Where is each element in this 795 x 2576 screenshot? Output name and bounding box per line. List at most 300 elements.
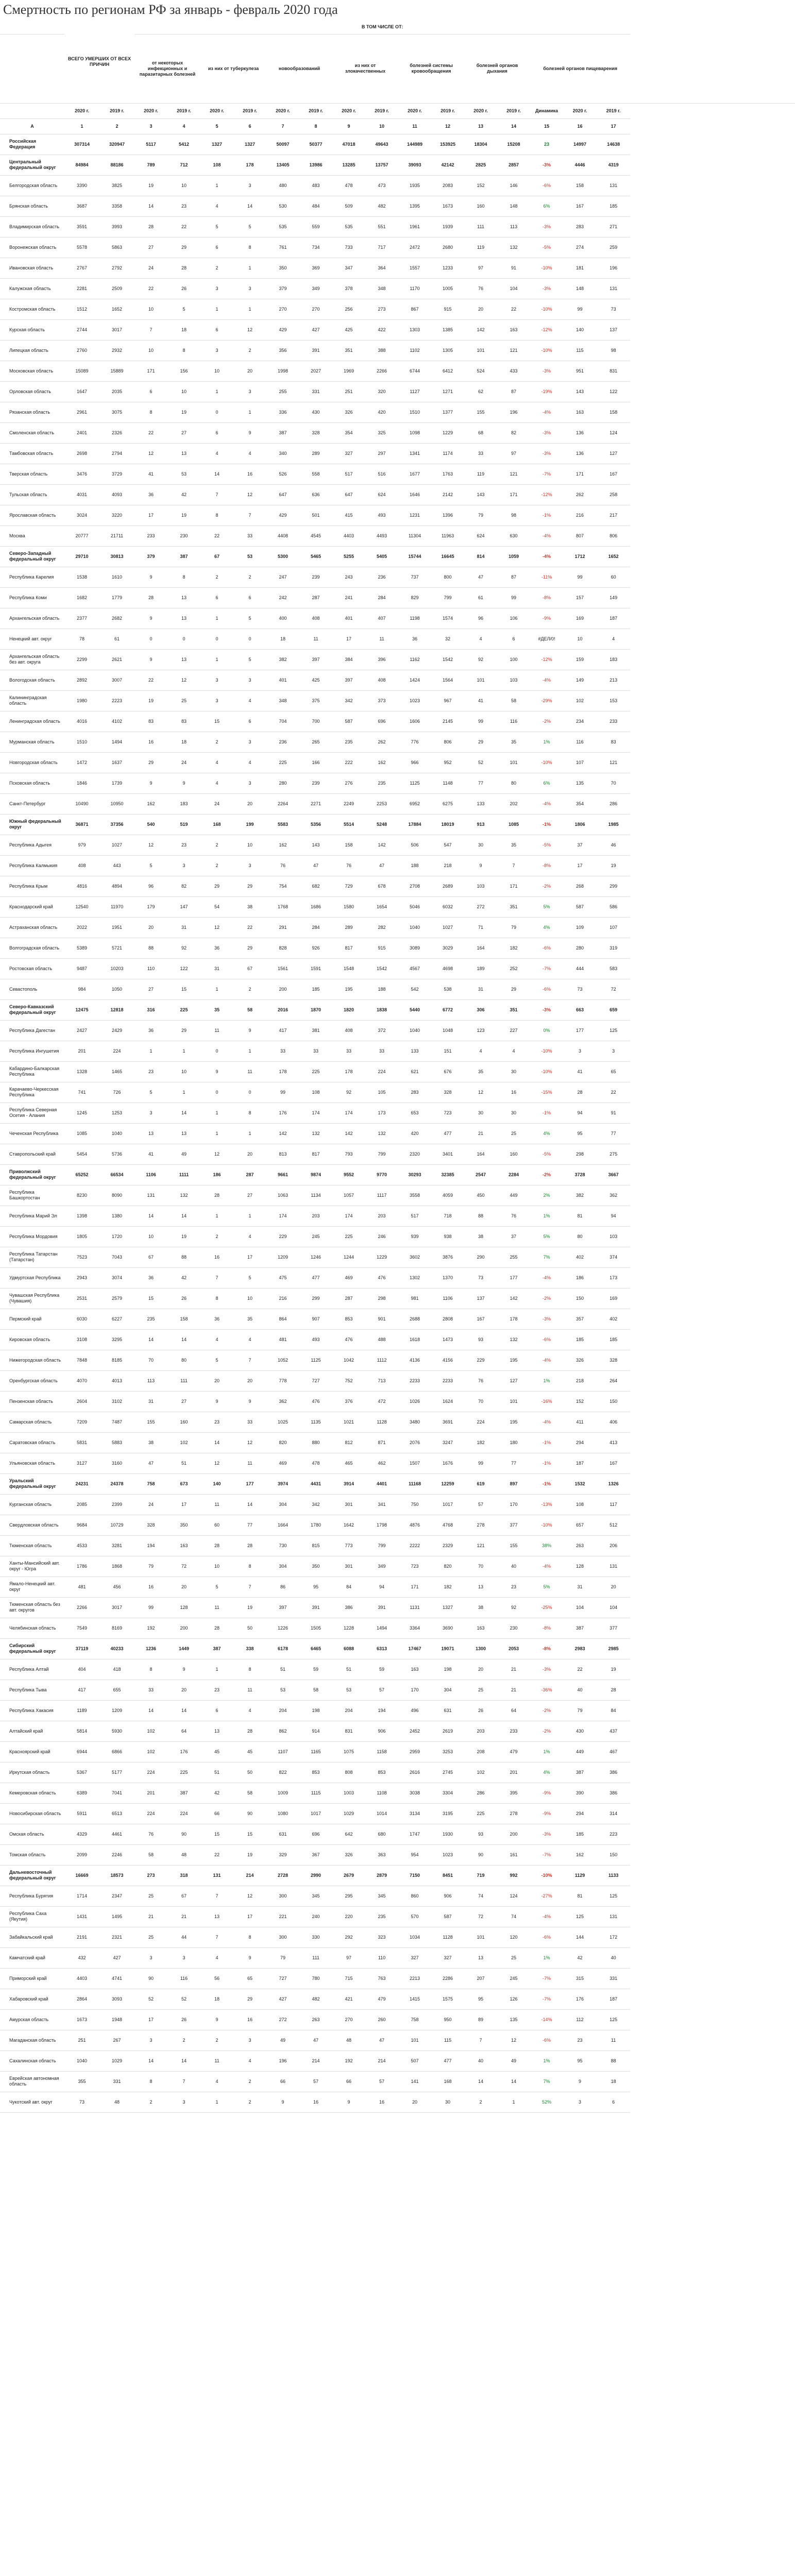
region-name: Воронежская область: [0, 237, 64, 258]
value-cell: 624: [365, 484, 398, 505]
value-cell: 475: [266, 1267, 299, 1288]
value-cell: 98: [497, 505, 530, 526]
value-cell: 42: [200, 1783, 233, 1803]
value-cell: 2281: [64, 278, 99, 299]
value-cell: 1244: [332, 1247, 365, 1267]
value-cell: 93: [464, 1824, 497, 1844]
value-cell: 41: [464, 690, 497, 711]
value-cell: 5117: [134, 134, 167, 155]
column-number: 12: [431, 118, 464, 134]
value-cell: 200: [497, 1824, 530, 1844]
table-row: [0, 1597, 795, 1618]
value-cell: 15089: [64, 361, 99, 381]
table-row: [0, 1041, 795, 1061]
value-cell: 72: [597, 979, 630, 999]
value-cell: 1870: [299, 999, 332, 1020]
value-cell: 94: [597, 1206, 630, 1226]
value-cell: 12475: [64, 999, 99, 1020]
years-header-blank: [0, 103, 64, 118]
table-row: [0, 1494, 795, 1515]
value-cell: 1424: [398, 670, 431, 690]
value-cell: 160: [497, 1144, 530, 1164]
value-cell: 7: [134, 319, 167, 340]
value-cell: 126: [497, 1989, 530, 2009]
value-cell: 88: [134, 938, 167, 958]
value-cell: 386: [597, 1783, 630, 1803]
value-cell: 3253: [431, 1741, 464, 1762]
table-row: [0, 319, 795, 340]
value-cell: 384: [332, 649, 365, 670]
dynamics-cell: -12%: [530, 649, 563, 670]
value-cell: 24: [134, 1494, 167, 1515]
value-cell: 476: [332, 1329, 365, 1350]
value-cell: 174: [332, 1103, 365, 1123]
value-cell: 76: [497, 1206, 530, 1226]
dynamics-cell: 1%: [530, 732, 563, 752]
value-cell: 14: [233, 1494, 266, 1515]
value-cell: 225: [167, 1762, 200, 1783]
value-cell: 16: [200, 1247, 233, 1267]
value-cell: 1021: [332, 1412, 365, 1432]
value-cell: 10950: [99, 793, 134, 814]
value-cell: 1: [200, 608, 233, 629]
value-cell: 239: [299, 773, 332, 793]
value-cell: 3024: [64, 505, 99, 526]
value-cell: 493: [299, 1329, 332, 1350]
value-cell: 174: [266, 1206, 299, 1226]
value-cell: 24: [200, 793, 233, 814]
value-cell: 31: [464, 979, 497, 999]
region-name: Республика Крым: [0, 876, 64, 896]
value-cell: 218: [563, 1370, 597, 1391]
value-cell: 758: [398, 2009, 431, 2030]
value-cell: 276: [332, 773, 365, 793]
value-cell: 776: [398, 732, 431, 752]
value-cell: 66: [332, 2071, 365, 2092]
value-cell: 177: [233, 1473, 266, 1494]
value-cell: 449: [497, 1185, 530, 1206]
value-cell: 2531: [64, 1288, 99, 1309]
value-cell: 9661: [266, 1164, 299, 1185]
value-cell: 12540: [64, 896, 99, 917]
dynamics-cell: 1%: [530, 1370, 563, 1391]
value-cell: 32385: [431, 1164, 464, 1185]
value-cell: 29: [233, 1989, 266, 2009]
value-cell: 158: [332, 835, 365, 855]
value-cell: 1085: [64, 1123, 99, 1144]
value-cell: 268: [563, 876, 597, 896]
value-cell: 345: [299, 1886, 332, 1906]
value-cell: 481: [64, 1577, 99, 1597]
value-cell: 11963: [431, 526, 464, 546]
value-cell: 2266: [365, 361, 398, 381]
value-cell: 14: [167, 1700, 200, 1721]
region-name: Белгородская область: [0, 175, 64, 196]
region-name: Калужская область: [0, 278, 64, 299]
group-header-neoplasms: новообразований: [266, 34, 332, 103]
value-cell: 76: [332, 855, 365, 876]
value-cell: 1085: [497, 814, 530, 835]
value-cell: 2399: [99, 1494, 134, 1515]
value-cell: 167: [597, 464, 630, 484]
value-cell: 19: [167, 402, 200, 422]
value-cell: 1009: [266, 1783, 299, 1803]
value-cell: 162: [134, 793, 167, 814]
value-cell: 80: [563, 1226, 597, 1247]
value-cell: 387: [167, 1783, 200, 1803]
value-cell: 65: [233, 1968, 266, 1989]
value-cell: 10: [167, 1061, 200, 1082]
value-cell: 19: [134, 690, 167, 711]
value-cell: 70: [597, 773, 630, 793]
dynamics-cell: -10%: [530, 1515, 563, 1535]
value-cell: 271: [597, 216, 630, 237]
value-cell: 9: [134, 608, 167, 629]
value-cell: 29: [167, 237, 200, 258]
value-cell: 3195: [431, 1803, 464, 1824]
region-name: Красноярский край: [0, 1741, 64, 1762]
value-cell: 4016: [64, 711, 99, 732]
value-cell: 98: [597, 340, 630, 361]
value-cell: 107: [563, 752, 597, 773]
value-cell: 287: [299, 587, 332, 608]
value-cell: 15208: [497, 134, 530, 155]
value-cell: 1969: [332, 361, 365, 381]
value-cell: 124: [497, 1886, 530, 1906]
value-cell: 174: [332, 1206, 365, 1226]
value-cell: 74: [464, 1886, 497, 1906]
value-cell: 2377: [64, 608, 99, 629]
value-cell: 70: [464, 1391, 497, 1412]
dynamics-cell: -15%: [530, 1082, 563, 1103]
value-cell: 2959: [398, 1741, 431, 1762]
value-cell: 1652: [99, 299, 134, 319]
value-cell: 186: [200, 1164, 233, 1185]
value-cell: 2728: [266, 1865, 299, 1886]
value-cell: 21: [134, 1906, 167, 1927]
region-name: Курганская область: [0, 1494, 64, 1515]
value-cell: 4894: [99, 876, 134, 896]
value-cell: 433: [497, 361, 530, 381]
year-header: 2019 г.: [597, 103, 630, 118]
value-cell: 80: [497, 773, 530, 793]
value-cell: 1014: [365, 1803, 398, 1824]
value-cell: 21711: [99, 526, 134, 546]
value-cell: 49643: [365, 134, 398, 155]
value-cell: 52: [464, 752, 497, 773]
value-cell: 449: [563, 1741, 597, 1762]
value-cell: 3089: [398, 938, 431, 958]
value-cell: 132: [365, 1123, 398, 1144]
table-row: [0, 608, 795, 629]
value-cell: 2621: [99, 649, 134, 670]
value-cell: 325: [365, 422, 398, 443]
value-cell: 4403: [332, 526, 365, 546]
value-cell: 1040: [99, 1123, 134, 1144]
value-cell: 3017: [99, 319, 134, 340]
value-cell: 25: [464, 1680, 497, 1700]
value-cell: 225: [464, 1803, 497, 1824]
value-cell: 496: [398, 1700, 431, 1721]
value-cell: 163: [398, 1659, 431, 1680]
value-cell: 1494: [365, 1618, 398, 1638]
column-number: 5: [200, 118, 233, 134]
value-cell: 363: [365, 1844, 398, 1865]
value-cell: 9: [200, 2009, 233, 2030]
value-cell: 354: [332, 422, 365, 443]
value-cell: 0: [134, 629, 167, 649]
value-cell: 4408: [266, 526, 299, 546]
value-cell: 342: [299, 1494, 332, 1515]
value-cell: 13: [167, 608, 200, 629]
value-cell: 115: [563, 340, 597, 361]
value-cell: 404: [64, 1659, 99, 1680]
value-cell: 3728: [563, 1164, 597, 1185]
region-name: Липецкая область: [0, 340, 64, 361]
value-cell: 5814: [64, 1721, 99, 1741]
value-cell: 5356: [299, 814, 332, 835]
value-cell: 46: [597, 835, 630, 855]
value-cell: 283: [398, 1082, 431, 1103]
value-cell: 2326: [99, 422, 134, 443]
value-cell: 36: [200, 938, 233, 958]
value-cell: 3247: [431, 1432, 464, 1453]
value-cell: 50377: [299, 134, 332, 155]
value-cell: 15: [233, 1824, 266, 1844]
value-cell: 214: [299, 2050, 332, 2071]
value-cell: 100: [497, 649, 530, 670]
value-cell: 979: [64, 835, 99, 855]
value-cell: 36871: [64, 814, 99, 835]
value-cell: 5405: [365, 546, 398, 567]
value-cell: 1673: [64, 2009, 99, 2030]
dynamics-cell: -19%: [530, 381, 563, 402]
value-cell: 1637: [99, 752, 134, 773]
dynamics-cell: -5%: [530, 1144, 563, 1164]
value-cell: 8: [233, 1556, 266, 1577]
value-cell: 163: [563, 402, 597, 422]
value-cell: 90: [167, 1824, 200, 1844]
region-name: Ставропольский край: [0, 1144, 64, 1164]
value-cell: 357: [563, 1309, 597, 1329]
value-cell: 111: [464, 216, 497, 237]
value-cell: 429: [266, 505, 299, 526]
value-cell: 23: [200, 1680, 233, 1700]
value-cell: 60: [597, 567, 630, 587]
region-name: Тверская область: [0, 464, 64, 484]
value-cell: 319: [597, 938, 630, 958]
value-cell: 155: [464, 402, 497, 422]
value-cell: 619: [464, 1473, 497, 1494]
dynamics-cell: -3%: [530, 1659, 563, 1680]
value-cell: 1023: [398, 690, 431, 711]
value-cell: 462: [365, 1453, 398, 1473]
value-cell: 418: [99, 1659, 134, 1680]
value-cell: 25: [134, 1886, 167, 1906]
value-cell: 535: [332, 216, 365, 237]
region-name: Удмуртская Республика: [0, 1267, 64, 1288]
value-cell: 501: [299, 505, 332, 526]
table-row: [0, 1103, 795, 1123]
value-cell: 587: [563, 896, 597, 917]
region-name: Дальневосточный федеральный округ: [0, 1865, 64, 1886]
value-cell: 42: [167, 1267, 200, 1288]
value-cell: 26: [167, 278, 200, 299]
value-cell: 330: [299, 1927, 332, 1947]
federal-district-row: [0, 1638, 795, 1659]
year-header: 2020 г.: [332, 103, 365, 118]
region-name: Омская область: [0, 1824, 64, 1844]
value-cell: 524: [464, 361, 497, 381]
table-row: [0, 1309, 795, 1329]
value-cell: 871: [365, 1432, 398, 1453]
value-cell: 336: [266, 402, 299, 422]
value-cell: 95: [299, 1577, 332, 1597]
value-cell: 96: [134, 876, 167, 896]
value-cell: 206: [597, 1535, 630, 1556]
region-name: Республика Карелия: [0, 567, 64, 587]
value-cell: 22: [134, 278, 167, 299]
table-row: [0, 402, 795, 422]
value-cell: 2688: [398, 1309, 431, 1329]
value-cell: 22: [597, 1082, 630, 1103]
value-cell: 315: [563, 1968, 597, 1989]
value-cell: 517: [398, 1206, 431, 1226]
value-cell: 185: [563, 1824, 597, 1844]
table-row: [0, 2030, 795, 2050]
value-cell: 327: [332, 443, 365, 464]
value-cell: 2: [200, 732, 233, 752]
value-cell: 286: [597, 793, 630, 814]
region-name: Центральный федеральный округ: [0, 155, 64, 175]
value-cell: 2990: [299, 1865, 332, 1886]
value-cell: 506: [398, 835, 431, 855]
total-row: [0, 134, 795, 155]
value-cell: 245: [299, 1226, 332, 1247]
region-name: Краснодарский край: [0, 896, 64, 917]
table-row: [0, 1288, 795, 1309]
value-cell: 70: [464, 1556, 497, 1577]
page-title: Смертность по регионам РФ за январь - февраль 2020 года: [3, 2, 338, 17]
value-cell: 2: [134, 2092, 167, 2112]
value-cell: 653: [398, 1103, 431, 1123]
dynamics-cell: -4%: [530, 402, 563, 422]
value-cell: 16: [233, 464, 266, 484]
value-cell: 62: [464, 381, 497, 402]
value-cell: 128: [563, 1556, 597, 1577]
value-cell: 18: [167, 319, 200, 340]
value-cell: 27: [134, 237, 167, 258]
value-cell: 2792: [99, 258, 134, 278]
value-cell: 2271: [299, 793, 332, 814]
value-cell: 5930: [99, 1721, 134, 1741]
value-cell: 1305: [431, 340, 464, 361]
value-cell: 316: [134, 999, 167, 1020]
value-cell: 67: [134, 1247, 167, 1267]
value-cell: 88: [464, 1206, 497, 1226]
value-cell: 164: [464, 1144, 497, 1164]
dynamics-cell: 6%: [530, 196, 563, 216]
value-cell: 92: [167, 938, 200, 958]
value-cell: 14: [134, 196, 167, 216]
value-cell: 479: [365, 1989, 398, 2009]
value-cell: 11: [597, 2030, 630, 2050]
value-cell: 737: [398, 567, 431, 587]
value-cell: 7523: [64, 1247, 99, 1267]
value-cell: 1505: [299, 1618, 332, 1638]
value-cell: 408: [332, 1020, 365, 1041]
value-cell: 19: [167, 505, 200, 526]
region-name: Хабаровский край: [0, 1989, 64, 2009]
value-cell: 1: [200, 649, 233, 670]
value-cell: 396: [365, 649, 398, 670]
value-cell: 512: [597, 1515, 630, 1535]
value-cell: 1158: [365, 1741, 398, 1762]
value-cell: 19: [597, 855, 630, 876]
value-cell: 1: [233, 258, 266, 278]
region-name: Республика Татарстан (Татарстан): [0, 1247, 64, 1267]
value-cell: 390: [563, 1783, 597, 1803]
dynamics-cell: -13%: [530, 1494, 563, 1515]
value-cell: 386: [597, 1762, 630, 1783]
value-cell: 24: [134, 258, 167, 278]
value-cell: 37: [497, 1226, 530, 1247]
value-cell: 163: [497, 319, 530, 340]
value-cell: 101: [497, 752, 530, 773]
value-cell: 467: [597, 1741, 630, 1762]
value-cell: 38: [134, 1432, 167, 1453]
value-cell: 473: [365, 175, 398, 196]
value-cell: 2246: [99, 1844, 134, 1865]
value-cell: 158: [563, 175, 597, 196]
value-cell: 224: [365, 1061, 398, 1082]
value-cell: 3160: [99, 1453, 134, 1473]
value-cell: 182: [497, 938, 530, 958]
region-name: Тамбовская область: [0, 443, 64, 464]
value-cell: 12: [233, 319, 266, 340]
value-cell: 3602: [398, 1247, 431, 1267]
value-cell: 2509: [99, 278, 134, 299]
value-cell: 218: [431, 855, 464, 876]
value-cell: 349: [299, 278, 332, 299]
value-cell: 2985: [597, 1638, 630, 1659]
value-cell: 3558: [398, 1185, 431, 1206]
value-cell: 240: [299, 1906, 332, 1927]
value-cell: 18: [266, 629, 299, 649]
value-cell: 2808: [431, 1309, 464, 1329]
value-cell: 125: [597, 1020, 630, 1041]
value-cell: 2: [233, 340, 266, 361]
value-cell: 58: [233, 1783, 266, 1803]
region-name: Чукотский авт. округ: [0, 2092, 64, 2112]
value-cell: 3: [233, 381, 266, 402]
value-cell: 754: [266, 876, 299, 896]
value-cell: 1: [497, 2092, 530, 2112]
table-row: [0, 1906, 795, 1927]
value-cell: 1125: [398, 773, 431, 793]
value-cell: 10: [167, 381, 200, 402]
value-cell: 415: [332, 505, 365, 526]
value-cell: 1209: [99, 1700, 134, 1721]
value-cell: 3017: [99, 1597, 134, 1618]
value-cell: 304: [266, 1494, 299, 1515]
value-cell: 1128: [365, 1412, 398, 1432]
dynamics-cell: -7%: [530, 1968, 563, 1989]
value-cell: 4: [200, 196, 233, 216]
value-cell: 9: [464, 855, 497, 876]
value-cell: 5412: [167, 134, 200, 155]
value-cell: 1229: [365, 1247, 398, 1267]
